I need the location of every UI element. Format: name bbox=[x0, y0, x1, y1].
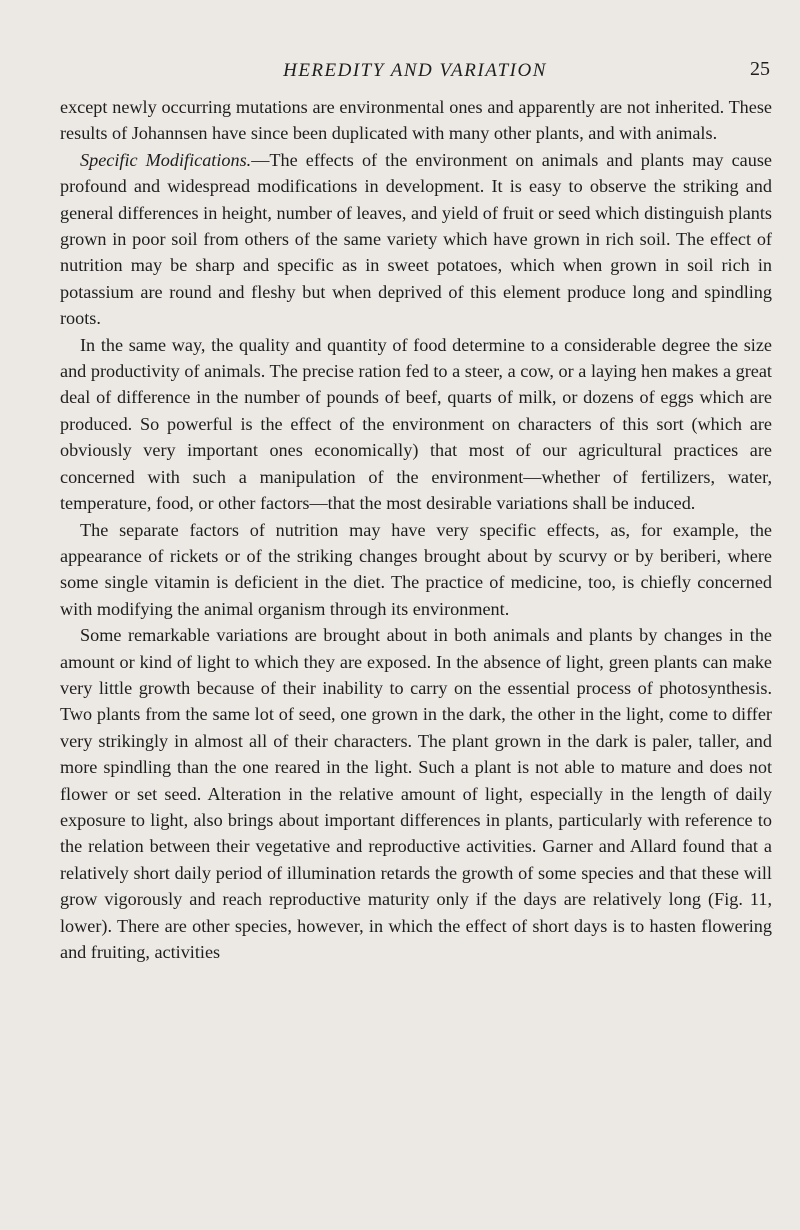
paragraph-text: —The effects of the environment on animals and plants may cause profound and widespread modifications in development. It is easy to observe the striking and general differences in height, number of leaves, and yield of fruit or seed which distinguish plants grown in poor soil from others of the same variety which have grown in rich soil. The effect of nutrition may be sharp and specific as in sweet potatoes, which when grown in soil rich in potassium are round and fleshy but when deprived of this element produce long and spindling roots. bbox=[60, 149, 772, 329]
paragraph: except newly occurring mutations are environmental ones and apparently are not inherited. These results of Johannsen have since been duplicated with many other plants, and with animals. bbox=[60, 97, 772, 144]
paragraph: The separate factors of nutrition may have very specific effects, as, for example, the appearance of rickets or of the striking changes brought about by scurvy or by beriberi, where some single vitamin is deficient in the diet. The practice of medicine, too, is chiefly concerned with modifying the animal organism through its environment. bbox=[60, 519, 772, 619]
page-number: 25 bbox=[750, 58, 770, 80]
paragraph: Some remarkable variations are brought about in both animals and plants by changes in the amount or kind of light to which they are exposed. In the absence of light, green plants can make very little growth because of their inability to carry on the essential process of photosynthesis. Two plants from the same lot of seed, one grown in the dark, the other in the light, come to differ very strikingly in almost all of their characters. The plant grown in the dark is paler, taller, and more spindling than the one reared in the light. Such a plant is not able to mature and does not flower or set seed. Alteration in the relative amount of light, especially in the length of daily exposure to light, also brings about important differences in plants, particularly with reference to the relation between their vegetative and reproductive activities. Garner and Allard found that a relatively short daily period of illumination retards the growth of some species and that these will grow vigorously and reach reproductive maturity only if the days are relatively long (Fig. 11, lower). There are other species, however, in which the effect of short days is to hasten flowering and fruiting, activities bbox=[60, 625, 772, 962]
running-head bbox=[60, 60, 770, 88]
running-title: HEREDITY AND VARIATION bbox=[283, 60, 547, 81]
paragraph: In the same way, the quality and quantity of food determine to a considerable degree the size and productivity of animals. The precise ration fed to a steer, a cow, or a laying hen makes a great deal of difference in the number of pounds of beef, quarts of milk, or dozens of eggs which are produced. So powerful is the effect of the environment on characters of this sort (which are obviously very important ones economically) that most of our agricultural practices are concerned with such a manipulation of the environment—whether of fertilizers, water, temperature, food, or other factors—that the most desirable variations shall be induced. bbox=[60, 334, 772, 514]
body-text bbox=[60, 94, 772, 965]
paragraph bbox=[60, 147, 772, 332]
section-heading: Specific Modifications. bbox=[80, 149, 252, 170]
